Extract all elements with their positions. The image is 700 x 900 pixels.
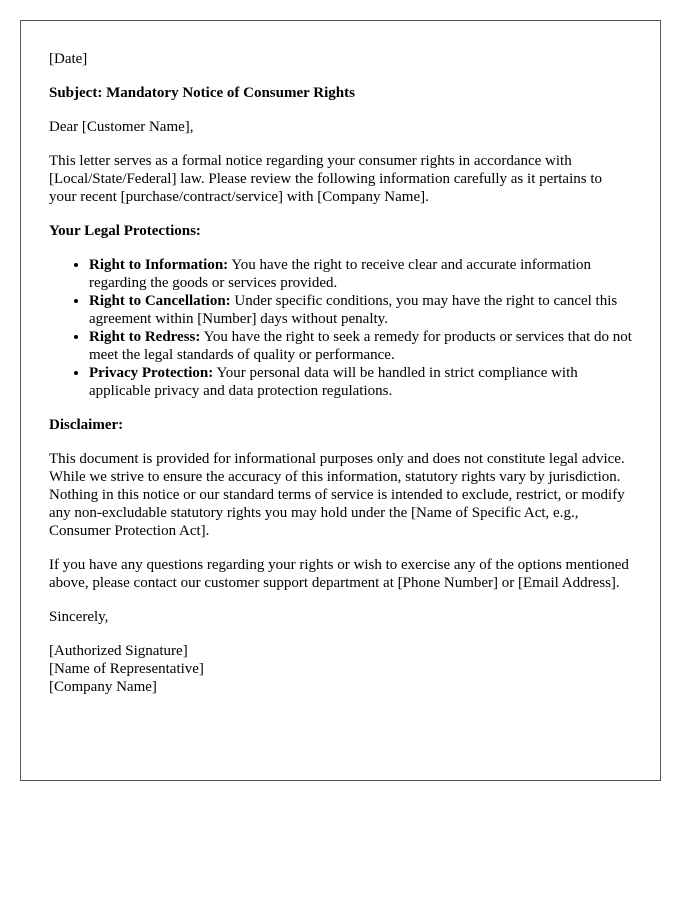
protection-text: You have the right to receive clear and accurate information regarding the goods or services provided. — [89, 257, 591, 291]
protection-title: Right to Cancellation: — [89, 293, 231, 309]
letter-subject: Subject: Mandatory Notice of Consumer Rights — [49, 85, 355, 101]
letter-page — [20, 20, 661, 781]
protections-heading: Your Legal Protections: — [49, 223, 201, 239]
protection-title: Right to Redress: — [89, 329, 201, 345]
protection-item-privacy — [89, 364, 632, 400]
disclaimer-paragraph: This document is provided for informational purposes only and does not constitute legal advice. While we strive to ensure the accuracy of this information, statutory rights vary by jurisdiction. Nothing in this notice or our standard terms of service is intended to exclude, restrict, or modify any non-excludable statutory rights you may hold under the [Name of Specific Act, e.g., Consumer Protection Act]. — [49, 451, 625, 539]
protection-text: You have the right to seek a remedy for products or services that do not meet the legal standards of quality or performance. — [89, 329, 632, 363]
representative-name: [Name of Representative] — [49, 661, 204, 677]
protection-text: Under specific conditions, you may have the right to cancel this agreement within [Number] days without penalty. — [89, 293, 618, 327]
closing: Sincerely, — [49, 609, 109, 625]
signature-block — [49, 642, 632, 696]
signature-line: [Authorized Signature] — [49, 643, 188, 659]
letter-date: [Date] — [49, 51, 88, 67]
contact-paragraph: If you have any questions regarding your rights or wish to exercise any of the options mentioned above, please contact our customer support department at [Phone Number] or [Email Address]. — [49, 557, 629, 591]
company-name: [Company Name] — [49, 679, 157, 695]
protection-title: Privacy Protection: — [89, 365, 214, 381]
protections-list — [49, 256, 632, 400]
disclaimer-heading: Disclaimer: — [49, 417, 124, 433]
salutation: Dear [Customer Name], — [49, 119, 194, 135]
protection-item-cancellation — [89, 292, 632, 328]
protection-text: Your personal data will be handled in strict compliance with applicable privacy and data protection regulations. — [89, 365, 578, 399]
protection-item-information — [89, 256, 632, 292]
protection-title: Right to Information: — [89, 257, 229, 273]
intro-paragraph: This letter serves as a formal notice regarding your consumer rights in accordance with [Local/State/Federal] law. Please review the following information carefully as it pertains to your recent [purchase/contract/service] with [Company Name]. — [49, 153, 603, 205]
protection-item-redress — [89, 328, 632, 364]
